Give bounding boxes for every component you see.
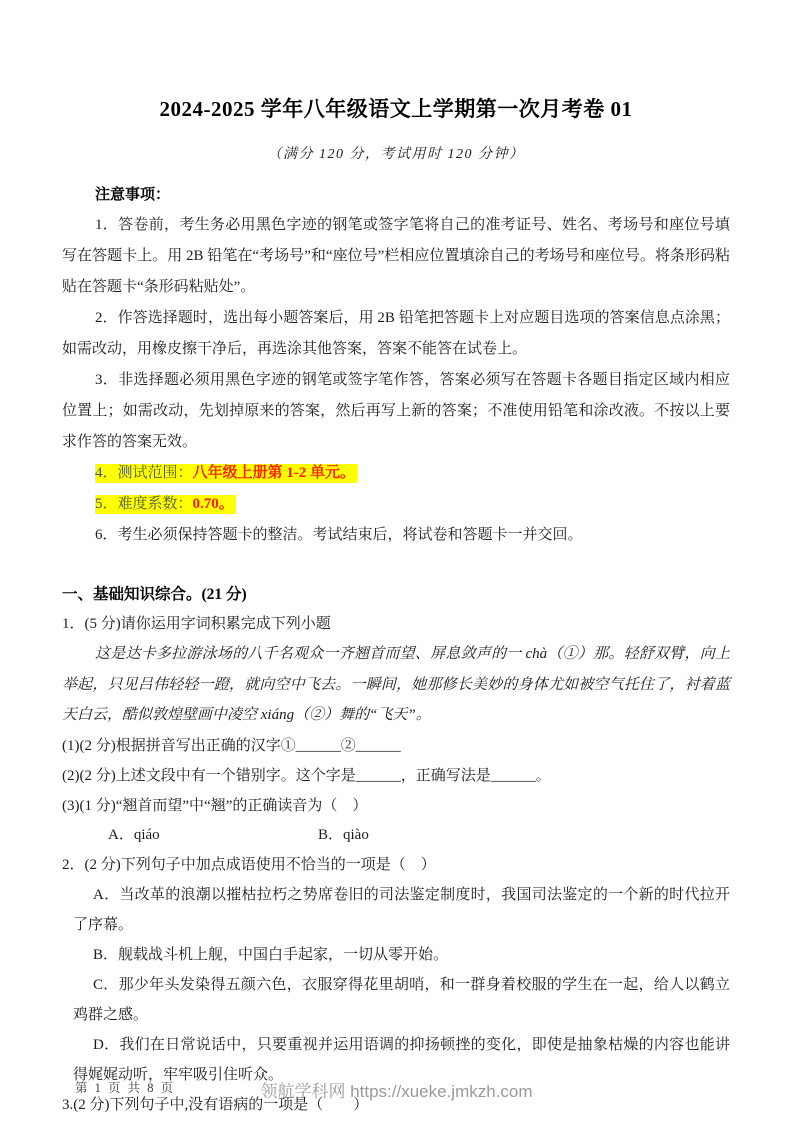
notice-item-6: 6．考生必须保持答题卡的整洁。考试结束后，将试卷和答题卡一并交回。 — [95, 527, 583, 543]
question-1-passage: 这是达卡多拉游泳场的八千名观众一齐翘首而望、屏息敛声的一 chà（①）那。轻舒双臂，向上举起，只见吕伟轻轻一蹬，就向空中飞去。一瞬间，她那修长美妙的身体尤如被空气托住了，衬着蓝天白云，酷似敦煌壁画中凌空 xiáng（②）舞的“飞天”。 — [62, 646, 730, 723]
notice-4-label: 4．测试范围： — [95, 465, 193, 481]
notices-heading: 注意事项： — [95, 187, 171, 203]
section-1-heading: 一、基础知识综合。(21 分) — [62, 586, 247, 603]
notice-5-label: 5．难度系数： — [95, 496, 193, 512]
notice-5-value: 0.70。 — [192, 496, 234, 512]
question-1-sub-1: (1)(2 分)根据拼音写出正确的汉字①______②______ — [62, 737, 401, 754]
question-2-option-a: A．当改革的浪潮以摧枯拉朽之势席卷旧的司法鉴定制度时，我国司法鉴定的一个新的时代拉开了序幕。 — [73, 886, 730, 933]
notice-4-highlight — [95, 464, 357, 483]
option-a: A．qiáo — [108, 826, 160, 843]
question-1-sub-2: (2)(2 分)上述文段中有一个错别字。这个字是______，正确写法是______。 — [62, 767, 551, 784]
footer-site-watermark: 领航学科网 https://xueke.jmkzh.com — [260, 1082, 533, 1101]
notice-item-4 — [62, 458, 730, 489]
question-2-option-d: D．我们在日常说话中，只要重视并运用语调的抑扬顿挫的变化，即使是抽象枯燥的内容也能讲得娓娓动听，牢牢吸引住听众。 — [73, 1036, 730, 1083]
notice-4-value: 八年级上册第 1-2 单元。 — [192, 465, 356, 481]
section-1-body — [62, 609, 730, 1120]
paper-title: 2024-2025 学年八年级语文上学期第一次月考卷 01 — [159, 97, 633, 121]
notice-item-2: 2．作答选择题时，选出每小题答案后，用 2B 铅笔把答题卡上对应题目选项的答案信息点涂黑；如需改动，用橡皮擦干净后，再选涂其他答案，答案不能答在试卷上。 — [62, 310, 730, 357]
question-1-sub-3-options — [78, 821, 730, 850]
question-2-option-c: C．那少年头发染得五颜六色，衣服穿得花里胡哨，和一群身着校服的学生在一起，给人以鹤立鸡群之感。 — [73, 976, 730, 1023]
footer-page-indicator: 第 1 页 共 8 页 — [75, 1081, 176, 1095]
question-1-sub-3: (3)(1 分)“翘首而望”中“翘”的正确读音为（ ） — [62, 797, 368, 814]
question-1-stem: 1．(5 分)请你运用字词积累完成下列小题 — [62, 616, 331, 632]
question-3-stem: 3.(2 分)下列句子中,没有语病的一项是（ ） — [62, 1096, 369, 1113]
option-b: B．qiào — [318, 826, 369, 843]
notice-item-5 — [62, 489, 730, 520]
notice-item-3: 3．非选择题必须用黑色字迹的钢笔或签字笔作答，答案必须写在答题卡各题目指定区域内相应位置上；如需改动，先划掉原来的答案，然后再写上新的答案；不准使用铅笔和涂改液。不按以上要求作答的答案无效。 — [62, 372, 730, 450]
question-2-option-b: B．舰载战斗机上舰，中国白手起家，一切从零开始。 — [93, 946, 449, 963]
notices-list — [62, 210, 730, 551]
question-2-stem: 2．(2 分)下列句子中加点成语使用不恰当的一项是（ ） — [62, 856, 436, 873]
notice-5-highlight — [95, 495, 236, 514]
paper-subtitle: （满分 120 分，考试用时 120 分钟） — [267, 147, 525, 162]
notice-item-1: 1．答卷前，考生务必用黑色字迹的钢笔或签字笔将自己的准考证号、姓名、考场号和座位号填写在答题卡上。用 2B 铅笔在“考场号”和“座位号”栏相应位置填涂自己的考场号和座位号。将条形码粘贴在答题卡“条形码粘贴处”。 — [62, 217, 730, 295]
